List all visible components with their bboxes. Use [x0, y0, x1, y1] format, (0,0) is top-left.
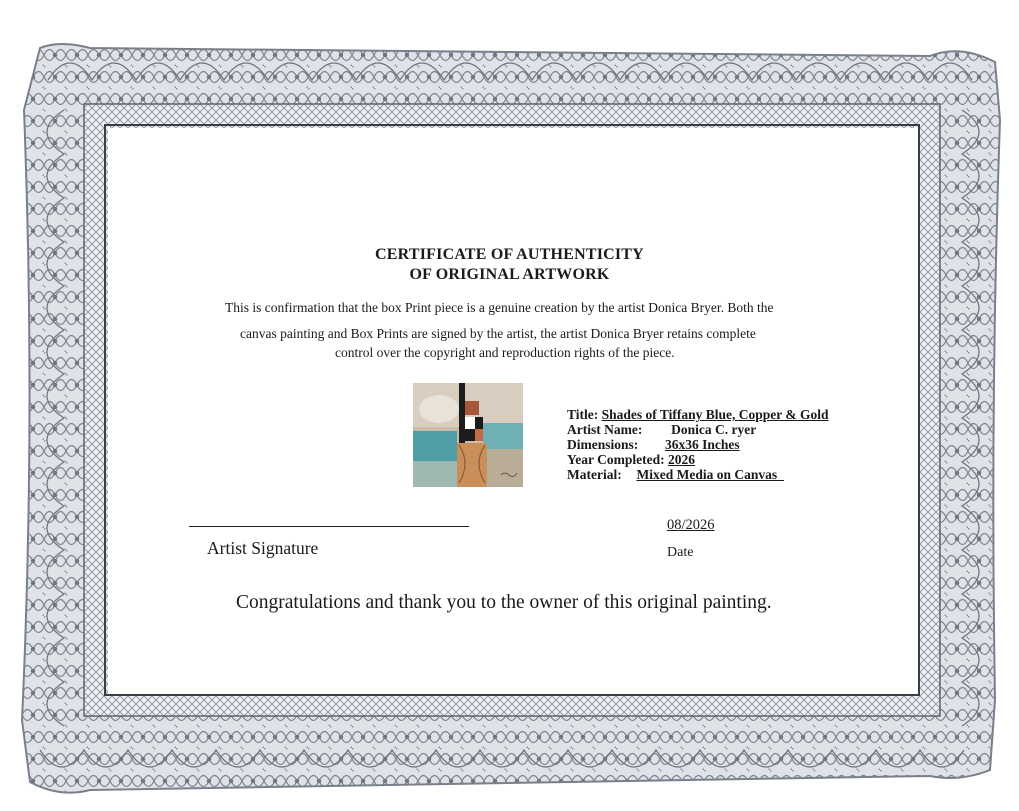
dimensions-value: 36x36 Inches: [665, 437, 740, 452]
date-label: Date: [667, 545, 694, 560]
certificate-title: CERTIFICATE OF AUTHENTICITY: [375, 246, 644, 263]
title-row: [567, 407, 829, 422]
dimensions-row: [567, 437, 829, 452]
title-label: Title:: [567, 407, 599, 422]
body-text-line-2: canvas painting and Box Prints are signed by the artist, the artist Donica Bryer retains complete: [240, 326, 756, 341]
artist-row: [567, 422, 829, 437]
body-text-line-1: This is confirmation that the box Print piece is a genuine creation by the artist Donica Bryer. Both the: [225, 300, 774, 315]
year-row: [567, 452, 829, 467]
artist-value: Donica C. ryer: [671, 422, 757, 437]
year-value: 2026: [667, 452, 695, 467]
year-label: Year Completed:: [567, 452, 665, 467]
material-value: Mixed Media on Canvas_: [636, 467, 784, 482]
dimensions-label: Dimensions:: [567, 437, 639, 452]
artwork-details: [567, 407, 829, 482]
signature-label: Artist Signature: [207, 538, 319, 558]
artwork-thumbnail: [413, 383, 523, 487]
signature-line: [189, 526, 469, 527]
date-value: 08/2026: [667, 517, 715, 533]
material-row: [567, 467, 829, 482]
material-label: Material:: [567, 467, 622, 482]
closing-message: Congratulations and thank you to the owner of this original painting.: [236, 592, 772, 613]
artist-label: Artist Name:: [567, 422, 643, 437]
body-text-line-3: control over the copyright and reproduction rights of the piece.: [335, 345, 675, 360]
title-value: Shades of Tiffany Blue, Copper & Gold: [601, 407, 829, 422]
certificate-subtitle: OF ORIGINAL ARTWORK: [409, 266, 610, 283]
